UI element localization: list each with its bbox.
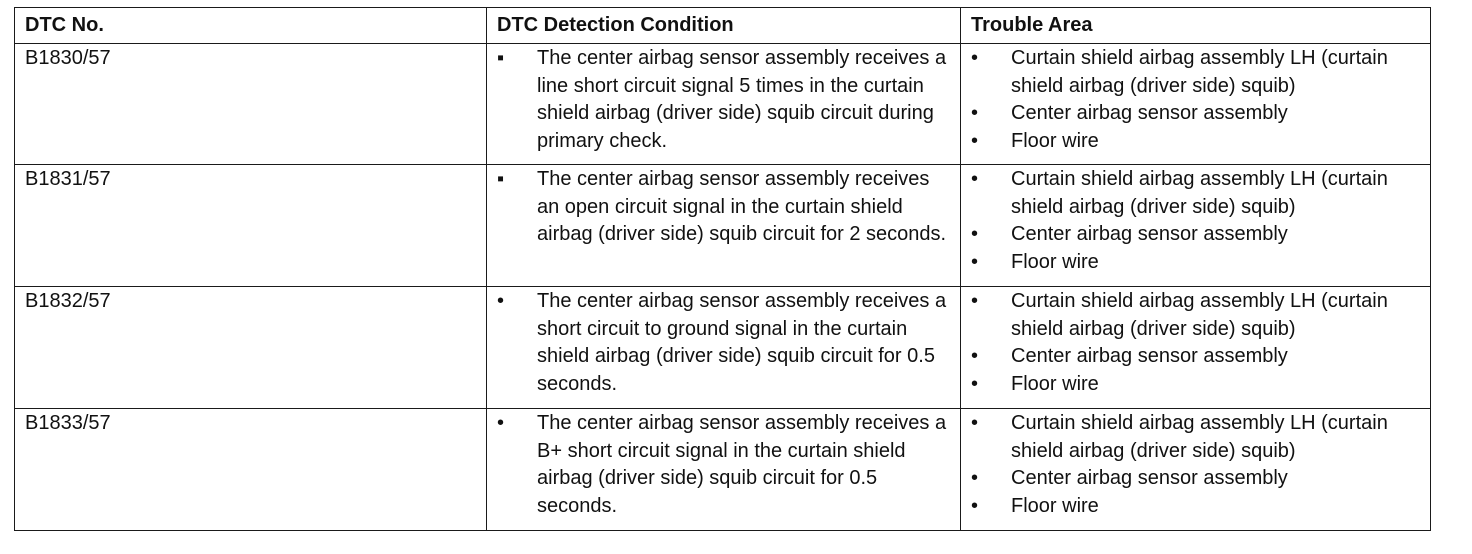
trouble-area-list — [971, 410, 1420, 520]
trouble-area-item — [971, 371, 1420, 399]
header-dtc-no: DTC No. — [15, 8, 487, 44]
condition-item — [497, 45, 950, 155]
trouble-area-text: Curtain shield airbag assembly LH (curtain shield airbag (driver side) squib) — [1011, 412, 1388, 462]
header-row — [15, 8, 1431, 44]
trouble-area-cell — [961, 409, 1431, 531]
trouble-area-cell — [961, 287, 1431, 409]
header-trouble-area: Trouble Area — [961, 8, 1431, 44]
condition-item — [497, 288, 950, 398]
detection-condition-cell — [487, 287, 961, 409]
trouble-area-text: Center airbag sensor assembly — [1011, 102, 1288, 124]
header-detection-condition: DTC Detection Condition — [487, 8, 961, 44]
bullet-icon: ▪ — [497, 168, 505, 190]
trouble-area-item — [971, 45, 1420, 100]
trouble-area-item — [971, 493, 1420, 521]
condition-text: The center airbag sensor assembly receives a line short circuit signal 5 times in the curtain shield airbag (driver side) squib circuit during primary check. — [537, 47, 947, 152]
trouble-area-cell — [961, 165, 1431, 287]
trouble-area-item — [971, 343, 1420, 371]
trouble-area-text: Center airbag sensor assembly — [1011, 345, 1288, 367]
trouble-area-item — [971, 465, 1420, 493]
condition-list — [497, 410, 950, 520]
bullet-icon: • — [971, 372, 979, 395]
trouble-area-item — [971, 288, 1420, 343]
bullet-icon: ▪ — [497, 47, 505, 69]
bullet-icon: • — [971, 412, 979, 434]
trouble-area-item — [971, 100, 1420, 128]
condition-item — [497, 166, 950, 249]
trouble-area-text: Center airbag sensor assembly — [1011, 467, 1288, 489]
bullet-icon: • — [497, 290, 505, 312]
trouble-area-cell — [961, 44, 1431, 165]
table-row — [15, 287, 1431, 409]
table-row — [15, 165, 1431, 287]
condition-item — [497, 410, 950, 520]
dtc-table — [14, 7, 1431, 531]
trouble-area-text: Curtain shield airbag assembly LH (curtain shield airbag (driver side) squib) — [1011, 290, 1388, 340]
dtc-number-cell: B1830/57 — [15, 44, 487, 165]
trouble-area-text: Curtain shield airbag assembly LH (curtain shield airbag (driver side) squib) — [1011, 168, 1388, 218]
condition-list — [497, 45, 950, 155]
condition-text: The center airbag sensor assembly receives an open circuit signal in the curtain shield airbag (driver side) squib circuit for 2 seconds. — [537, 168, 947, 245]
bullet-icon: • — [971, 168, 979, 190]
bullet-icon: • — [971, 345, 979, 367]
bullet-icon: • — [971, 223, 979, 245]
table-row — [15, 409, 1431, 531]
table-body — [15, 44, 1431, 531]
dtc-number-cell: B1831/57 — [15, 165, 487, 287]
table-row — [15, 44, 1431, 165]
condition-text: The center airbag sensor assembly receives a B+ short circuit signal in the curtain shield airbag (driver side) squib circuit for 0.5 seconds. — [537, 412, 947, 517]
trouble-area-list — [971, 166, 1420, 276]
bullet-icon: • — [971, 47, 979, 69]
trouble-area-text: Center airbag sensor assembly — [1011, 223, 1288, 245]
trouble-area-text: Floor wire — [1011, 372, 1099, 395]
trouble-area-text: Floor wire — [1011, 129, 1099, 152]
trouble-area-item — [971, 249, 1420, 277]
trouble-area-item — [971, 221, 1420, 249]
dtc-number-cell: B1832/57 — [15, 287, 487, 409]
condition-list — [497, 288, 950, 398]
detection-condition-cell — [487, 44, 961, 165]
table-header — [15, 8, 1431, 44]
trouble-area-text: Floor wire — [1011, 494, 1099, 517]
condition-list — [497, 166, 950, 249]
bullet-icon: • — [971, 102, 979, 124]
trouble-area-item — [971, 410, 1420, 465]
bullet-icon: • — [971, 129, 979, 152]
trouble-area-text: Curtain shield airbag assembly LH (curtain shield airbag (driver side) squib) — [1011, 47, 1388, 97]
condition-text: The center airbag sensor assembly receives a short circuit to ground signal in the curtain shield airbag (driver side) squib circuit for 0.5 seconds. — [537, 290, 947, 395]
trouble-area-item — [971, 128, 1420, 156]
bullet-icon: • — [971, 467, 979, 489]
trouble-area-item — [971, 166, 1420, 221]
bullet-icon: • — [971, 494, 979, 517]
bullet-icon: • — [971, 250, 979, 273]
trouble-area-text: Floor wire — [1011, 250, 1099, 273]
detection-condition-cell — [487, 409, 961, 531]
dtc-number-cell: B1833/57 — [15, 409, 487, 531]
detection-condition-cell — [487, 165, 961, 287]
trouble-area-list — [971, 45, 1420, 155]
trouble-area-list — [971, 288, 1420, 398]
bullet-icon: • — [497, 412, 505, 434]
bullet-icon: • — [971, 290, 979, 312]
